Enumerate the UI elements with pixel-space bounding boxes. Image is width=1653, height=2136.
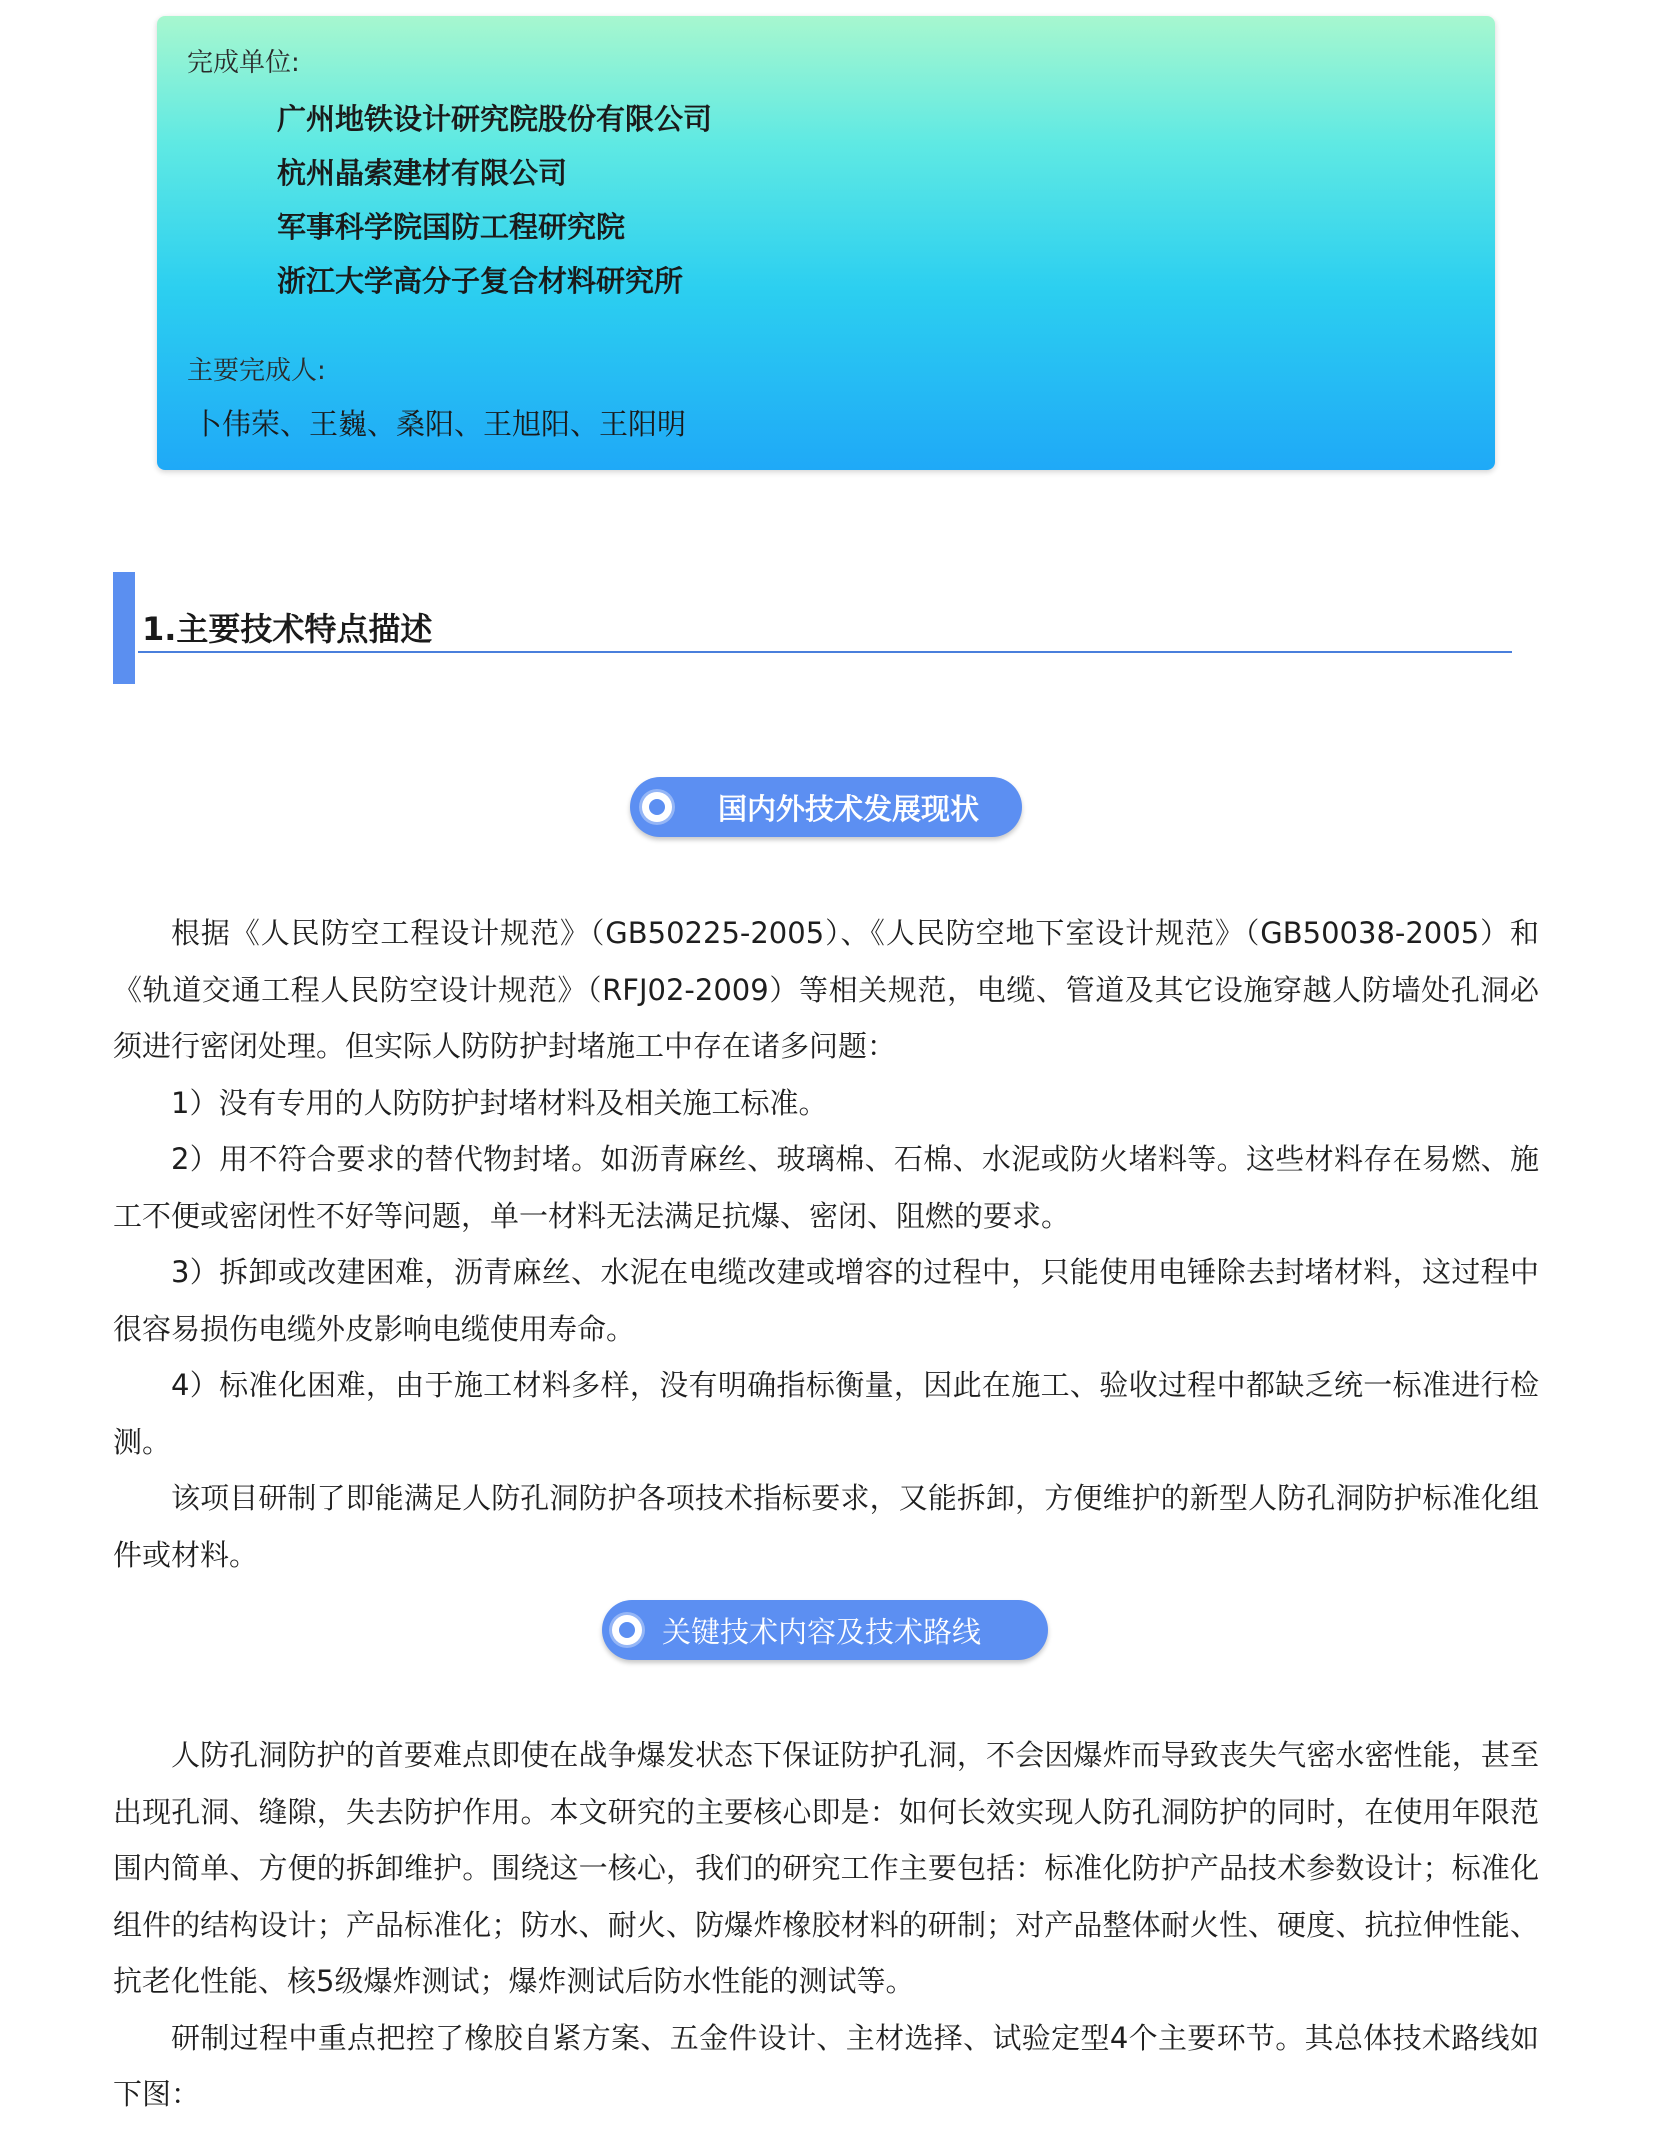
paragraph: 1）没有专用的人防防护封堵材料及相关施工标准。 bbox=[171, 1085, 828, 1120]
organization-item: 广州地铁设计研究院股份有限公司 bbox=[277, 102, 713, 136]
organization-item: 军事科学院国防工程研究院 bbox=[277, 210, 626, 244]
paragraph: 人防孔洞防护的首要难点即使在战争爆发状态下保证防护孔洞，不会因爆炸而导致丧失气密水密性能，甚至出现孔洞、缝隙，失去防护作用。本文研究的主要核心即是：如何长效实现人防孔洞防护的同时，在使用年限范围内简单、方便的拆卸维护。围绕这一核心，我们的研究工作主要包括：标准化防护产品技术参数设计；标准化组件的结构设计；产品标准化；防水、耐火、防爆炸橡胶材料的研制；对产品整体耐火性、硬度、抗拉伸性能、抗老化性能、核5级爆炸测试；爆炸测试后防水性能的测试等。 bbox=[113, 1738, 1539, 1998]
paragraph: 研制过程中重点把控了橡胶自紧方案、五金件设计、主材选择、试验定型4个主要环节。其总体技术路线如下图： bbox=[113, 2020, 1539, 2111]
paragraph: 根据《人民防空工程设计规范》（GB50225-2005）、《人民防空地下室设计规范》（GB50038-2005）和《轨道交通工程人民防空设计规范》（RFJ02-2009）等相关规范，电缆、管道及其它设施穿越人防墙处孔洞必须进行密闭处理。但实际人防防护封堵施工中存在诸多问题： bbox=[113, 916, 1539, 1063]
subsection-heading-label: 国内外技术发展现状 bbox=[718, 791, 980, 826]
subsection-heading-label: 关键技术内容及技术路线 bbox=[662, 1614, 982, 1649]
subsection-heading-pill bbox=[602, 1600, 1048, 1660]
units-label: 完成单位: bbox=[187, 48, 300, 78]
subsection-heading-pill bbox=[630, 777, 1022, 837]
organization-item: 浙江大学高分子复合材料研究所 bbox=[277, 264, 684, 298]
organization-list bbox=[277, 92, 712, 308]
section-underline bbox=[138, 651, 1512, 653]
subsection-body bbox=[113, 905, 1539, 1583]
bullet-circle-icon bbox=[642, 792, 672, 822]
persons-label: 主要完成人: bbox=[187, 356, 326, 386]
section-title: 1.主要技术特点描述 bbox=[142, 610, 433, 648]
paragraph: 3）拆卸或改建困难，沥青麻丝、水泥在电缆改建或增容的过程中，只能使用电锤除去封堵材料，这过程中很容易损伤电缆外皮影响电缆使用寿命。 bbox=[113, 1255, 1539, 1346]
section-accent-bar bbox=[113, 572, 135, 684]
organization-item: 杭州晶索建材有限公司 bbox=[277, 156, 568, 190]
paragraph: 4）标准化困难，由于施工材料多样，没有明确指标衡量，因此在施工、验收过程中都缺乏统一标准进行检测。 bbox=[113, 1368, 1539, 1459]
completion-info-card bbox=[157, 16, 1495, 470]
subsection-body bbox=[113, 1727, 1539, 2123]
persons-list: 卜伟荣、王巍、桑阳、王旭阳、王阳明 bbox=[193, 407, 687, 441]
paragraph: 该项目研制了即能满足人防孔洞防护各项技术指标要求，又能拆卸，方便维护的新型人防孔洞防护标准化组件或材料。 bbox=[113, 1481, 1539, 1572]
bullet-circle-icon bbox=[612, 1615, 642, 1645]
paragraph: 2）用不符合要求的替代物封堵。如沥青麻丝、玻璃棉、石棉、水泥或防火堵料等。这些材料存在易燃、施工不便或密闭性不好等问题，单一材料无法满足抗爆、密闭、阻燃的要求。 bbox=[113, 1142, 1539, 1233]
